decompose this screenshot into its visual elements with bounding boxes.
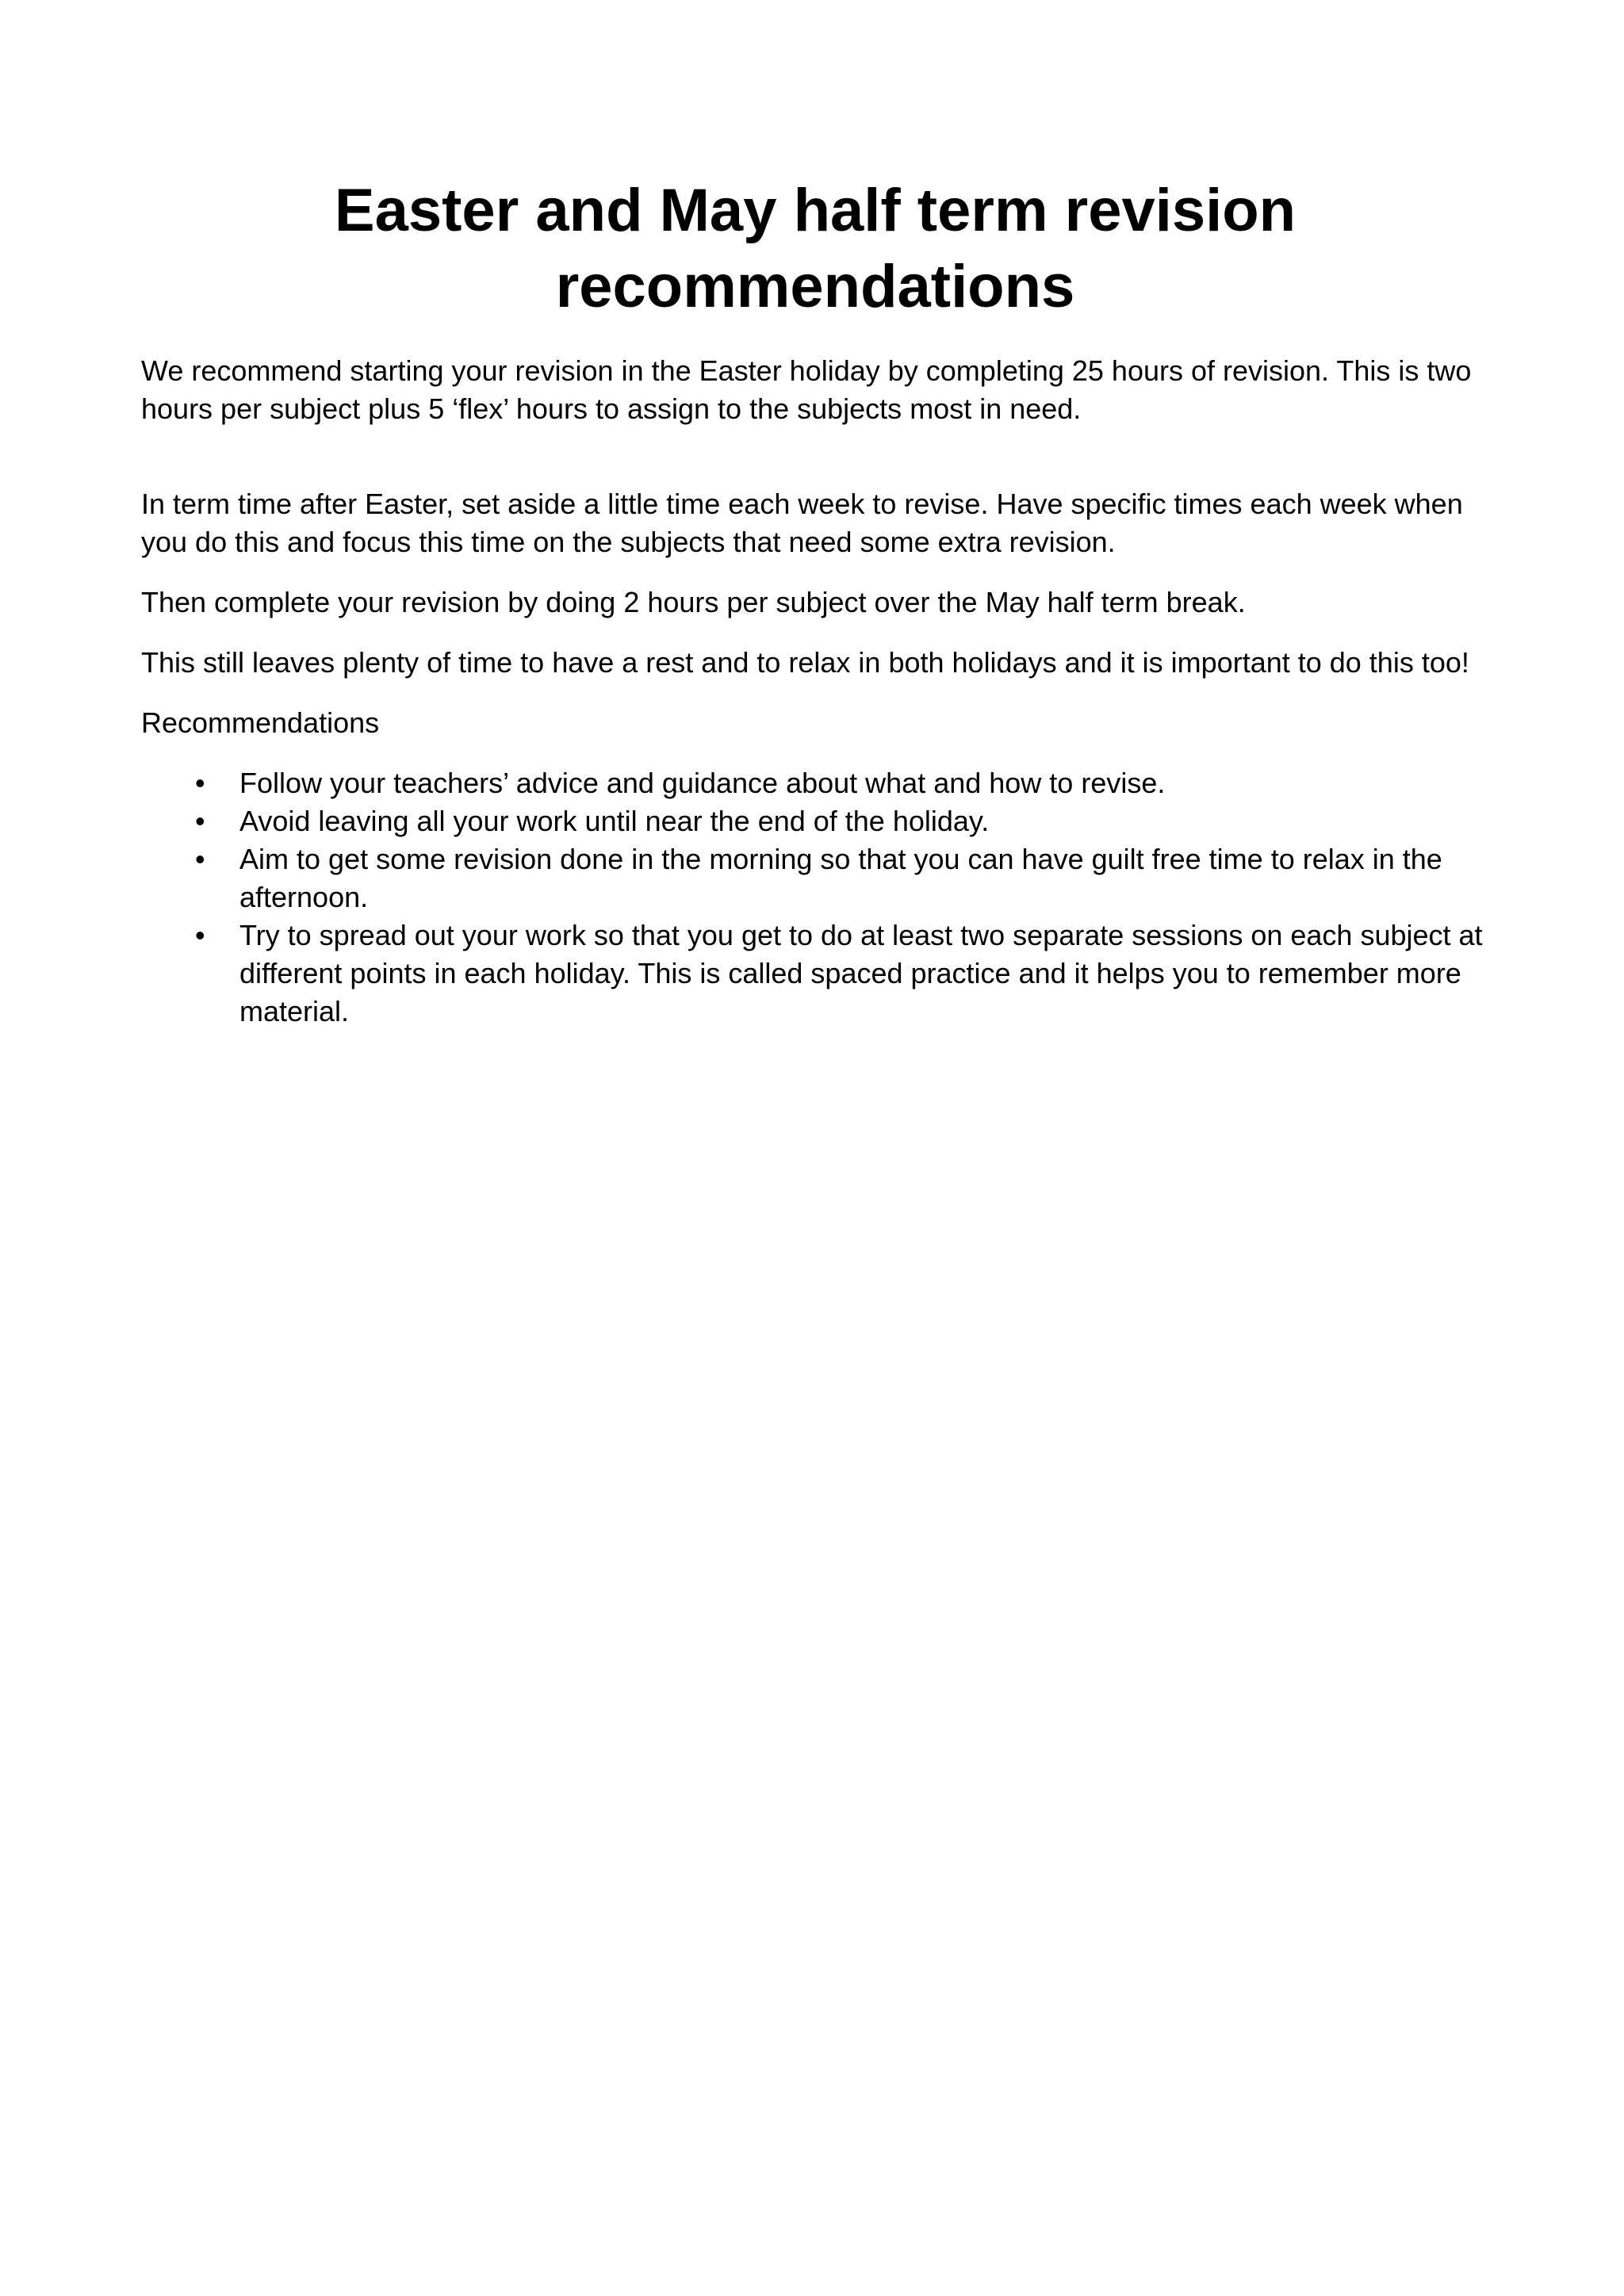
paragraph-may-half-term: Then complete your revision by doing 2 hours per subject over the May half term break.: [141, 586, 1246, 618]
list-item: [141, 802, 1489, 840]
bullet-icon: •: [195, 767, 205, 799]
recommendations-heading: Recommendations: [141, 706, 380, 739]
document-body: [141, 173, 1489, 1031]
list-item-text: Try to spread out your work so that you get to do at least two separate sessions on each subject at different points in each holiday. This is called spaced practice and it helps you to remember more material.: [239, 919, 1483, 1027]
page-title: Easter and May half term revision recommendations: [334, 177, 1297, 320]
list-item: [141, 916, 1489, 1031]
bullet-icon: •: [195, 919, 205, 951]
list-item-text: Avoid leaving all your work until near the end of the holiday.: [239, 805, 990, 837]
bullet-icon: •: [195, 843, 205, 875]
list-item: [141, 764, 1489, 802]
list-item-text: Aim to get some revision done in the morning so that you can have guilt free time to relax in the afternoon.: [239, 843, 1442, 913]
paragraph-rest-note: This still leaves plenty of time to have a rest and to relax in both holidays and it is important to do this too!: [141, 646, 1469, 679]
list-item: [141, 840, 1489, 916]
bullet-icon: •: [195, 805, 205, 837]
list-item-text: Follow your teachers’ advice and guidance about what and how to revise.: [239, 767, 1166, 799]
paragraph-easter-holiday: We recommend starting your revision in the Easter holiday by completing 25 hours of revision. This is two hours per subject plus 5 ‘flex’ hours to assign to the subjects most in need.: [141, 354, 1472, 425]
paragraph-term-time: In term time after Easter, set aside a little time each week to revise. Have specific times each week when you do this and focus this time on the subjects that need some extra revision.: [141, 488, 1463, 558]
recommendations-list: [141, 764, 1489, 1031]
